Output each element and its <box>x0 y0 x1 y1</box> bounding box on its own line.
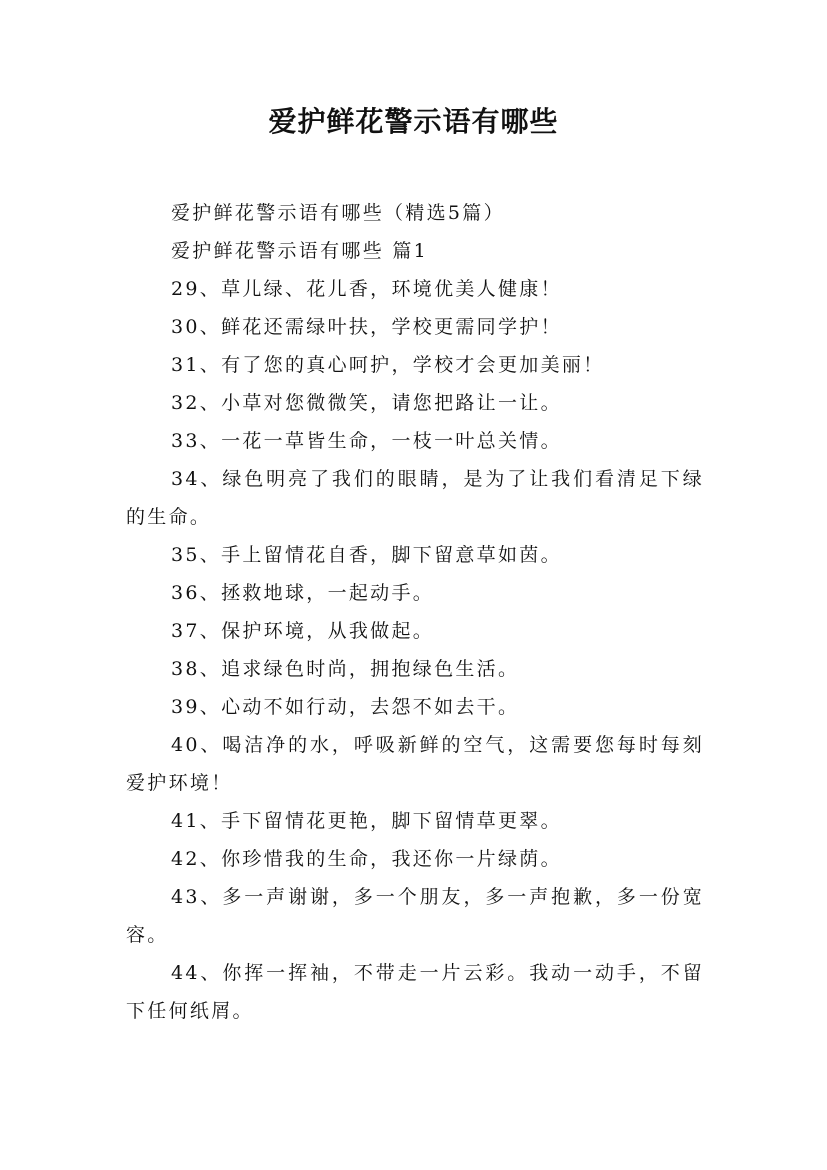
slogan-item: 38、追求绿色时尚，拥抱绿色生活。 <box>171 658 520 680</box>
slogan-item: 35、手上留情花自香，脚下留意草如茵。 <box>171 544 562 566</box>
slogan-item: 29、草儿绿、花儿香，环境优美人健康！ <box>171 278 562 300</box>
slogan-item: 41、手下留情花更艳，脚下留情草更翠。 <box>171 810 562 832</box>
slogan-item: 43、多一声谢谢，多一个朋友，多一声抱歉，多一份宽容。 <box>126 886 704 946</box>
document-body <box>126 194 704 1030</box>
slogan-item: 36、拯救地球，一起动手。 <box>171 582 435 604</box>
slogan-item: 40、喝洁净的水，呼吸新鲜的空气，这需要您每时每刻爱护环境！ <box>126 734 704 794</box>
slogan-item: 37、保护环境，从我做起。 <box>171 620 435 642</box>
paragraph-heading: 爱护鲜花警示语有哪些（精选5篇） <box>171 202 505 224</box>
slogan-item: 42、你珍惜我的生命，我还你一片绿荫。 <box>171 848 562 870</box>
document-title: 爱护鲜花警示语有哪些 <box>268 105 559 138</box>
slogan-item: 44、你挥一挥袖，不带走一片云彩。我动一动手，不留下任何纸屑。 <box>126 962 704 1022</box>
slogan-item: 32、小草对您微微笑，请您把路让一让。 <box>171 392 562 414</box>
slogan-item: 39、心动不如行动，去怨不如去干。 <box>171 696 520 718</box>
slogan-item: 30、鲜花还需绿叶扶，学校更需同学护！ <box>171 316 562 338</box>
slogan-item: 33、一花一草皆生命，一枝一叶总关情。 <box>171 430 562 452</box>
slogan-item: 31、有了您的真心呵护，学校才会更加美丽！ <box>171 354 605 376</box>
paragraph-section-label: 爱护鲜花警示语有哪些 篇1 <box>171 240 429 262</box>
slogan-item: 34、绿色明亮了我们的眼睛，是为了让我们看清足下绿的生命。 <box>126 468 704 528</box>
